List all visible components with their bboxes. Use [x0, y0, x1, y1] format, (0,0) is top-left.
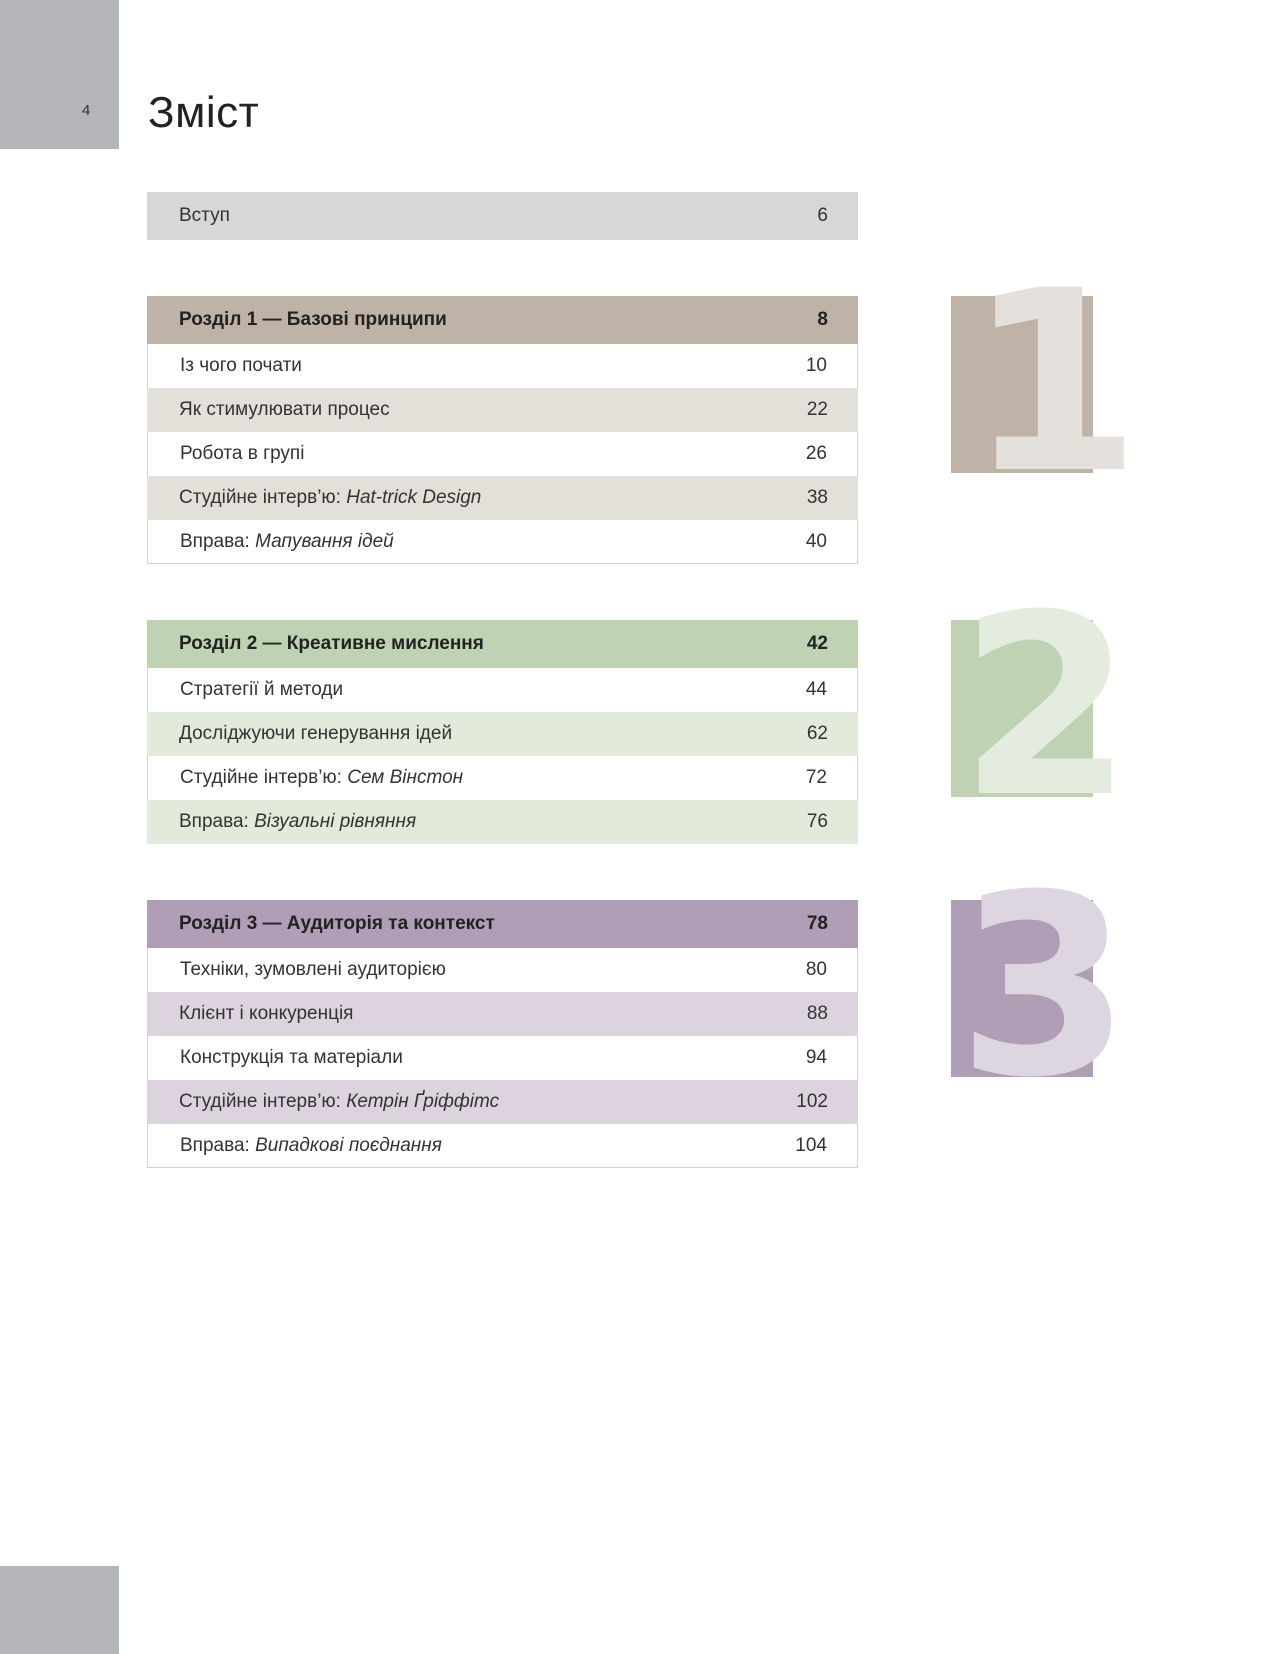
- toc-entry-title: Досліджуючи генерування ідей: [179, 723, 453, 744]
- toc-entry[interactable]: [147, 1036, 858, 1080]
- toc-entry-intro[interactable]: [147, 192, 858, 240]
- toc-entry-title: Стратегії й методи: [180, 679, 344, 700]
- section-3-number-badge: 3: [951, 900, 1093, 1077]
- section-1-number-badge: 1: [951, 296, 1093, 473]
- section-title: Розділ 1 — Базові принципи: [179, 309, 447, 330]
- toc-entry[interactable]: [147, 948, 858, 992]
- toc-entry-page: 94: [805, 1047, 827, 1068]
- toc-entry[interactable]: [147, 520, 858, 564]
- section-title: Розділ 3 — Аудиторія та контекст: [179, 913, 495, 934]
- section-1-heading[interactable]: [147, 296, 858, 344]
- side-tab-bottom: [0, 1566, 119, 1654]
- toc-entry-title: Конструкція та матеріали: [180, 1047, 403, 1068]
- toc-entry-title: Вправа: Мапування ідей: [180, 530, 394, 552]
- toc-entry-title: Студійне інтерв’ю: Hat-trick Design: [179, 487, 482, 508]
- toc-entry-title: Техніки, зумовлені аудиторією: [180, 959, 446, 980]
- toc-entry-page: 102: [796, 1091, 828, 1112]
- section-page: 8: [817, 309, 828, 330]
- toc-entry-page: 72: [805, 767, 827, 788]
- toc-entry[interactable]: [147, 432, 858, 476]
- toc-entry-page: 44: [805, 679, 827, 700]
- toc-entry-page: 22: [806, 399, 828, 420]
- section-title: Розділ 2 — Креативне мислення: [179, 633, 484, 654]
- toc-entry-title: Вправа: Візуальні рівняння: [179, 811, 417, 832]
- toc-entry-page: 26: [805, 443, 827, 464]
- toc-entry[interactable]: [147, 712, 858, 756]
- section-3-heading[interactable]: [147, 900, 858, 948]
- section-page: 42: [806, 633, 828, 654]
- toc-entry[interactable]: [147, 1080, 858, 1124]
- side-tab-top: [0, 0, 119, 149]
- toc-entry-title: Вступ: [179, 205, 230, 226]
- section-page: 78: [806, 913, 828, 934]
- page-number: 4: [82, 102, 91, 119]
- section-2-number-badge: 2: [951, 620, 1093, 797]
- toc-entry[interactable]: [147, 344, 858, 388]
- toc-entry-page: 40: [805, 530, 827, 552]
- toc-entry-page: 38: [806, 487, 828, 508]
- toc-entry[interactable]: [147, 992, 858, 1036]
- toc-entry-page: 6: [817, 205, 828, 226]
- toc-entry-page: 80: [805, 959, 827, 980]
- toc-entry[interactable]: [147, 476, 858, 520]
- toc-entry-title: Робота в групі: [180, 443, 305, 464]
- section-2-heading[interactable]: [147, 620, 858, 668]
- toc-entry-title: Як стимулювати процес: [179, 399, 390, 420]
- toc-entry-title: Клієнт і конкуренція: [179, 1003, 354, 1024]
- toc-entry-title: Студійне інтерв’ю: Сем Вінстон: [180, 767, 464, 788]
- toc-entry-page: 104: [795, 1134, 827, 1156]
- toc-entry-page: 10: [805, 355, 827, 376]
- toc-entry-page: 88: [806, 1003, 828, 1024]
- toc-entry[interactable]: [147, 800, 858, 844]
- toc-entry-page: 76: [806, 811, 828, 832]
- toc-entry[interactable]: [147, 756, 858, 800]
- page-title: Зміст: [148, 88, 260, 137]
- toc-entry-page: 62: [806, 723, 828, 744]
- toc-entry-title: Студійне інтерв’ю: Кетрін Ґріффітс: [179, 1091, 500, 1112]
- toc-entry-title: Вправа: Випадкові поєднання: [180, 1134, 442, 1156]
- toc-entry[interactable]: [147, 668, 858, 712]
- toc-entry[interactable]: [147, 1124, 858, 1168]
- toc-entry-title: Із чого почати: [180, 355, 302, 376]
- toc-entry[interactable]: [147, 388, 858, 432]
